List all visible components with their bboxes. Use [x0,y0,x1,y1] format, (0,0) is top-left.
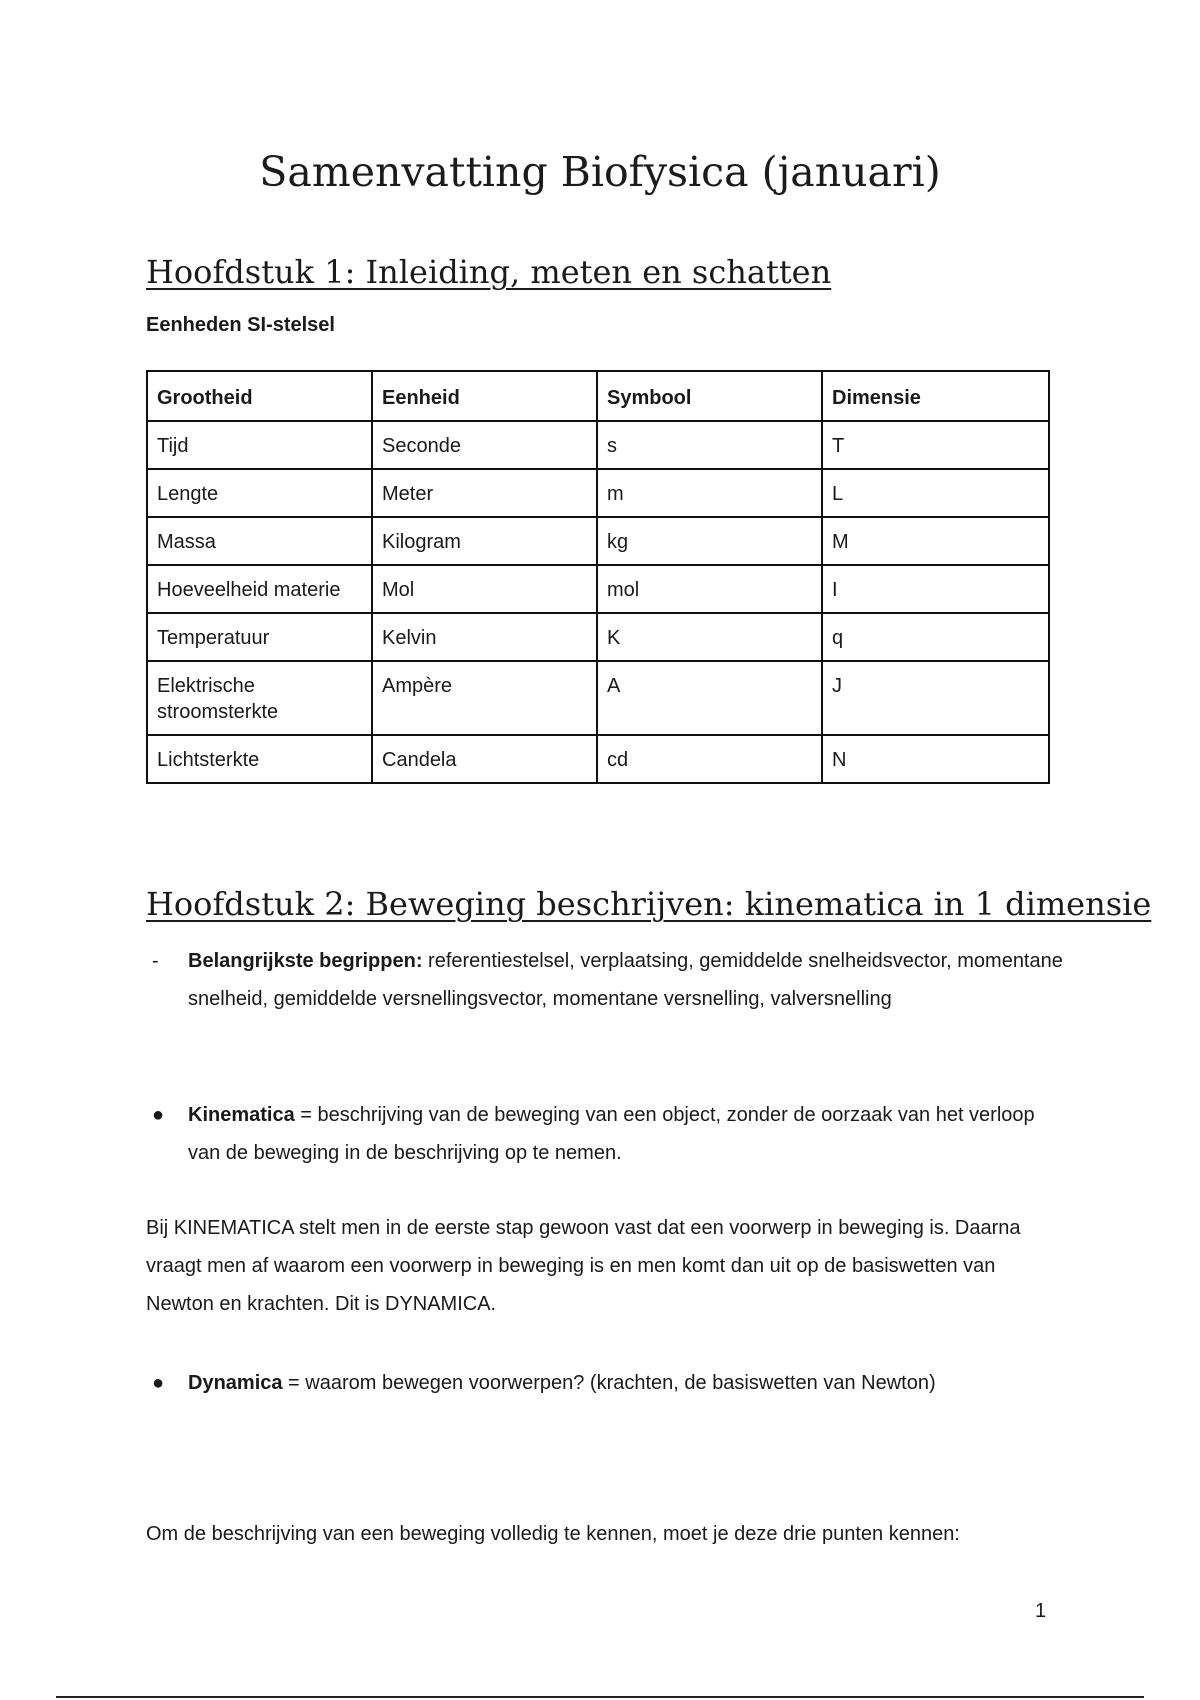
column-header: Dimensie [822,371,1049,421]
table-cell: Lengte [147,469,372,517]
table-cell: q [822,613,1049,661]
list-item [146,1364,1066,1404]
table-row [147,613,1049,661]
closing-paragraph: Om de beschrijving van een beweging volledig te kennen, moet je deze drie punten kennen: [146,1523,960,1545]
table-cell: L [822,469,1049,517]
page-divider [56,1696,1144,1698]
table-cell: Kilogram [372,517,597,565]
table-row [147,565,1049,613]
si-units-table [146,370,1050,784]
table-cell: Seconde [372,421,597,469]
table-row [147,735,1049,783]
table-row [147,469,1049,517]
table-cell: mol [597,565,822,613]
table-cell: m [597,469,822,517]
table-cell: Kelvin [372,613,597,661]
column-header: Grootheid [147,371,372,421]
table-cell: Ampère [372,661,597,735]
table-cell: T [822,421,1049,469]
table-cell: Mol [372,565,597,613]
bullet-marker: ● [152,1372,165,1394]
column-header: Eenheid [372,371,597,421]
table-cell: J [822,661,1049,735]
chapter-2-heading: Hoofdstuk 2: Beweging beschrijven: kinematica in 1 dimensie [146,885,1152,923]
term-label: Belangrijkste begrippen: [188,950,423,972]
table-cell: kg [597,517,822,565]
table-row [147,421,1049,469]
table-cell: Elektrische stroomsterkte [147,661,372,735]
term-label: Kinematica [188,1104,295,1126]
column-header: Symbool [597,371,822,421]
list-item-text [188,942,1068,1018]
dash-marker: - [152,950,159,972]
table-cell: Massa [147,517,372,565]
table-cell: s [597,421,822,469]
bullet-marker: ● [152,1104,165,1126]
table-cell: Temperatuur [147,613,372,661]
term-label: Dynamica [188,1372,283,1394]
table-cell: Hoeveelheid materie [147,565,372,613]
table-cell: A [597,661,822,735]
si-units-subheading: Eenheden SI-stelsel [146,314,335,336]
table-cell: K [597,613,822,661]
list-item [146,942,1066,1062]
table-row [147,661,1049,735]
list-item-text [188,1096,1068,1172]
list-item [146,1096,1066,1176]
table-cell: Lichtsterkte [147,735,372,783]
chapter-1-heading: Hoofdstuk 1: Inleiding, meten en schatten [146,253,832,291]
term-description: = waarom bewegen voorwerpen? (krachten, de basiswetten van Newton) [282,1372,936,1394]
page-number: 1 [1035,1600,1047,1622]
term-description: = beschrijving van de beweging van een object, zonder de oorzaak van het verloop van de beweging in de beschrijving op te nemen. [188,1104,1035,1164]
table-row [147,517,1049,565]
table-cell: M [822,517,1049,565]
table-header-row [147,371,1049,421]
table-cell: cd [597,735,822,783]
table-cell: N [822,735,1049,783]
table-cell: Candela [372,735,597,783]
list-item-text [188,1364,1068,1402]
kinematica-paragraph: Bij KINEMATICA stelt men in de eerste stap gewoon vast dat een voorwerp in beweging is. Daarna vraagt men af waarom een voorwerp in beweging is en men komt dan uit op de basiswetten van Newton en krachten. Dit is DYNAMICA. [146,1217,1021,1315]
document-title: Samenvatting Biofysica (januari) [259,148,941,196]
table-cell: Meter [372,469,597,517]
table-cell: Tijd [147,421,372,469]
table-cell: I [822,565,1049,613]
term-description: referentiestelsel, verplaatsing, gemiddelde snelheidsvector, momentane snelheid, gemiddelde versnellingsvector, momentane versnelling, valversnelling [188,950,1063,1010]
